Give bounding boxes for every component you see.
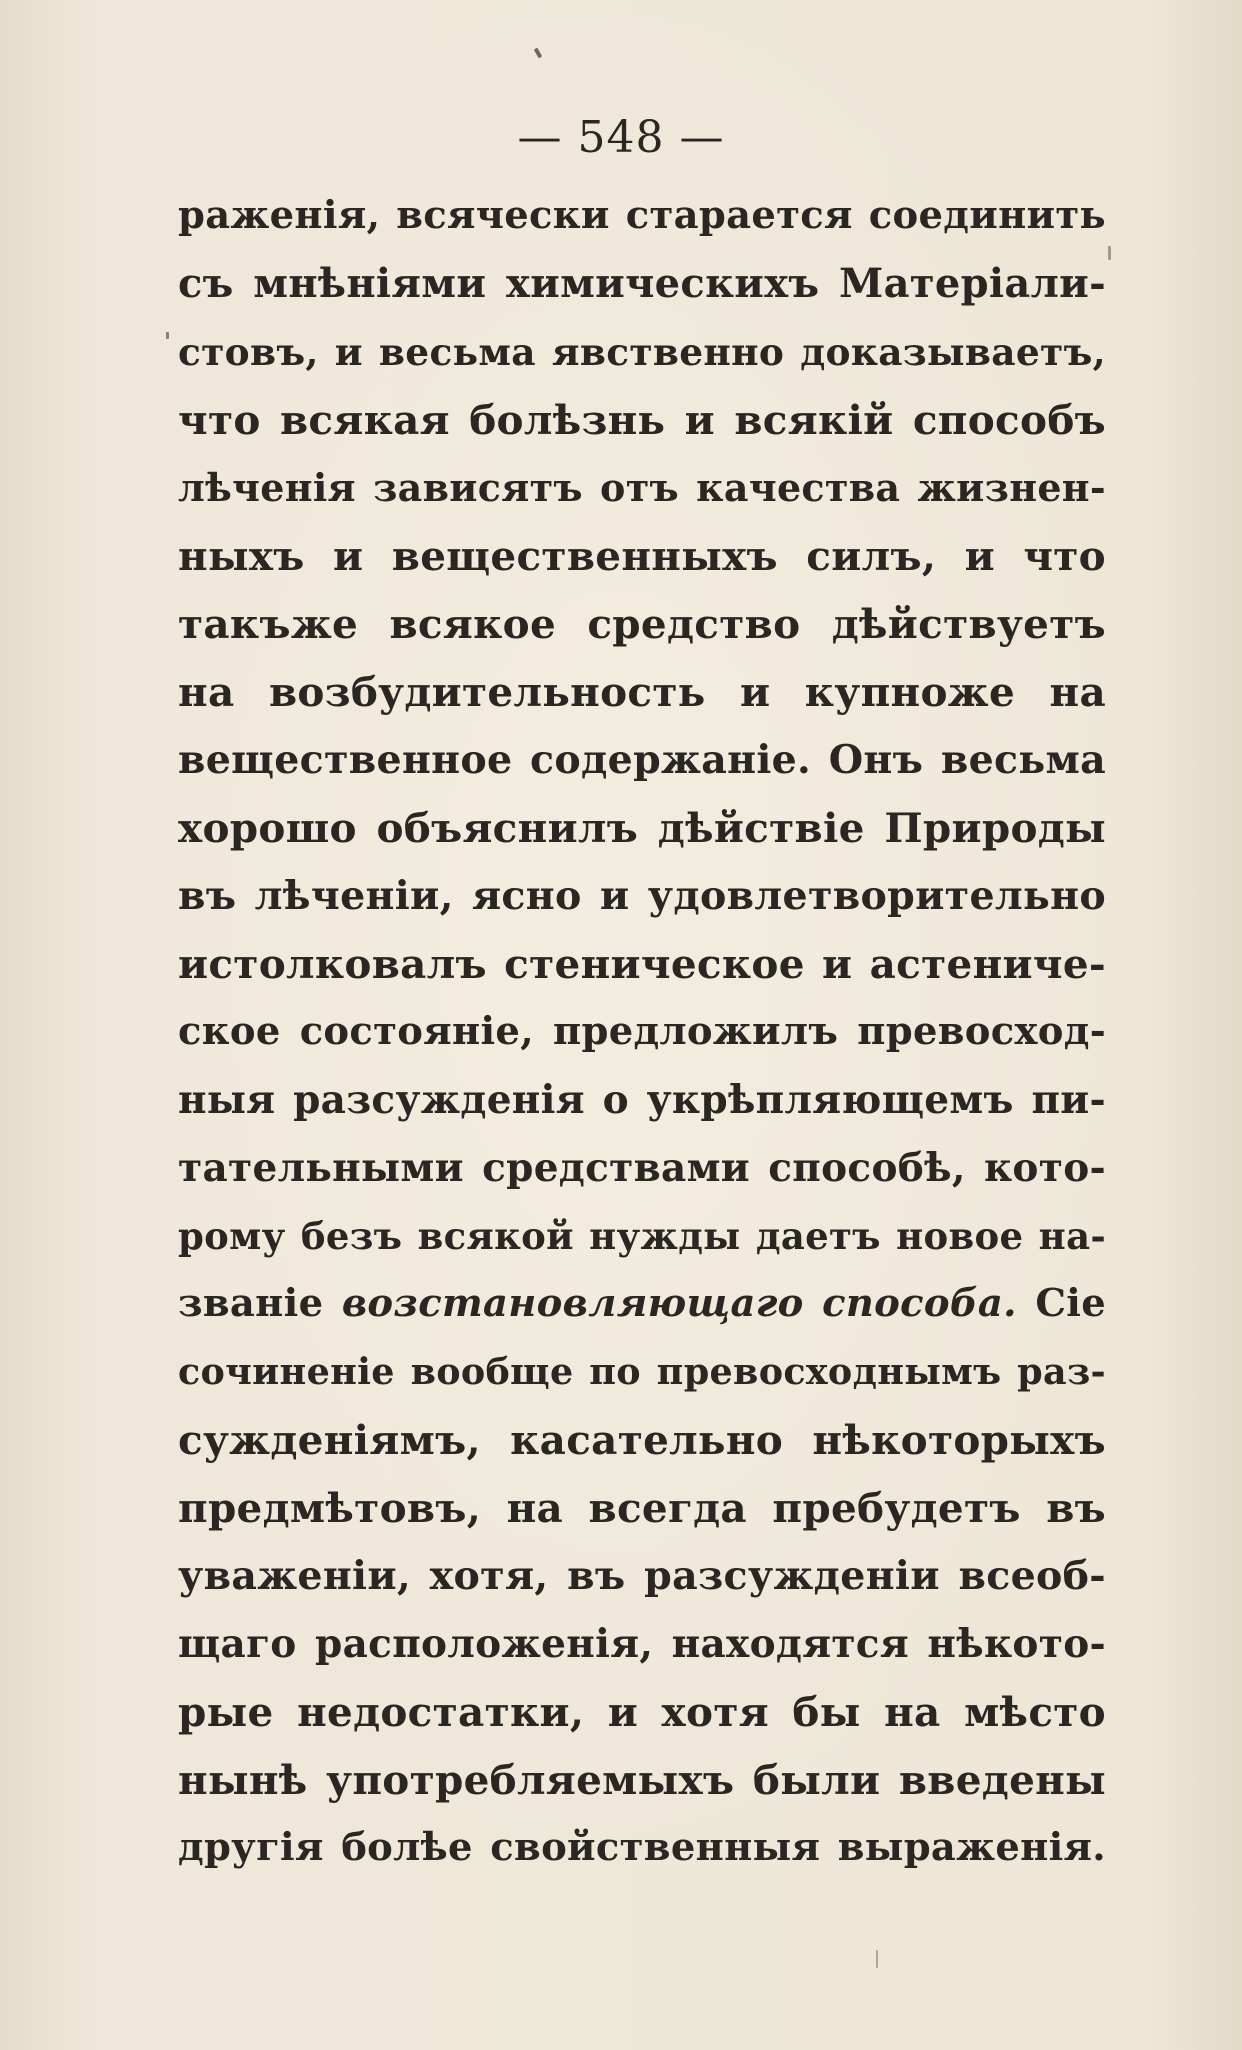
italic-phrase: возстановляющаго способа. <box>341 1281 1017 1326</box>
text-line: раженія, всячески старается соединить <box>178 193 1106 238</box>
ink-speck <box>166 332 169 339</box>
text-segment: званіе <box>178 1281 324 1326</box>
text-line: хорошо объяснилъ дѣйствіе Природы <box>178 804 1106 852</box>
text-line: нынѣ употребляемыхъ были введены <box>178 1756 1106 1804</box>
text-line: въ лѣченіи, ясно и удовлетворительно <box>178 873 1106 919</box>
text-line: вещественное содержаніе. Онъ весьма <box>178 737 1106 783</box>
text-line: ныя разсужденія о укрѣпляющемъ пи- <box>178 1077 1106 1123</box>
text-line: уваженіи, хотя, въ разсужденіи всеоб- <box>178 1553 1106 1599</box>
ink-speck <box>876 1950 878 1968</box>
text-line-mixed <box>178 1270 1106 1338</box>
text-line: на возбудительность и купноже на <box>178 668 1106 716</box>
text-line: предмѣтовъ, на всегда пребудетъ въ <box>178 1484 1106 1532</box>
text-segment: Сіе <box>1035 1281 1106 1326</box>
text-line: стовъ, и весьма явственно доказываетъ, <box>178 330 1106 374</box>
body-text <box>178 182 1106 1882</box>
text-line: рые недостатки, и хотя бы на мѣсто <box>178 1688 1106 1736</box>
text-line: другія болѣе свойственныя выраженія. <box>178 1825 1106 1870</box>
text-line: такъже всякое средство дѣйствуетъ <box>178 600 1106 648</box>
text-line: съ мнѣніями химическихъ Матеріали- <box>178 260 1106 307</box>
ink-speck <box>1108 246 1111 260</box>
text-line: что всякая болѣзнь и всякій способъ <box>178 396 1106 444</box>
text-line: рому безъ всякой нужды даетъ новое на- <box>178 1214 1106 1258</box>
text-line: тательными средствами способѣ, кото- <box>178 1145 1106 1191</box>
text-line: лѣченія зависятъ отъ качества жизнен- <box>178 465 1106 510</box>
text-line: ское состояніе, предложилъ превосход- <box>178 1009 1106 1054</box>
ink-speck <box>534 48 542 59</box>
text-line: сочиненіе вообще по превосходнымъ раз- <box>178 1350 1106 1393</box>
text-line: истолковалъ стеническое и астениче- <box>178 940 1106 988</box>
text-line: щаго расположенія, находятся нѣкото- <box>178 1621 1106 1667</box>
text-line: сужденіямъ, касательно нѣкоторыхъ <box>178 1416 1106 1464</box>
text-line: ныхъ и вещественныхъ силъ, и что <box>178 532 1106 580</box>
page-number: — 548 — <box>517 112 725 163</box>
